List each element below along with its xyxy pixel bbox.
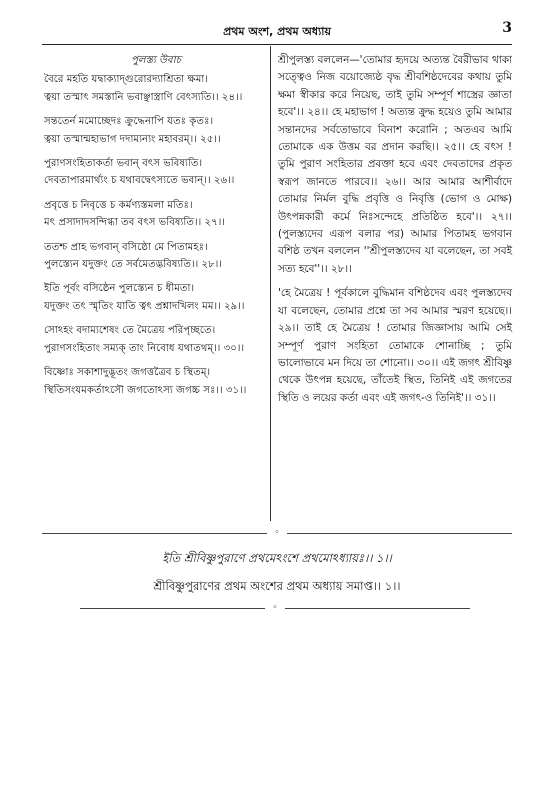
sanskrit-colophon: ইতি শ্রীবিষ্ণুপুরাণে প্রথমেঽংশে প্রথমোঽধ্যায়ঃ।। ১।। [162, 551, 392, 565]
verse-29 [44, 280, 268, 315]
verse-line: ত্বয়া তস্মাৎ সমস্তানি ভবাঞ্ছাস্ত্রাণি বেৎস্যতি।। ২৪।। [44, 91, 243, 103]
speaker-heading: পুলস্ত্য উবাচ [130, 55, 182, 66]
translation-paragraph: শ্রীপুলস্ত্য বললেন—'তোমার হৃদয়ে অত্যন্ত বৈরীভাব থাকা সত্ত্বেও নিজ বয়োজ্যেষ্ঠ বৃদ্ধ শ্রীবশিষ্ঠদেবের কথায় তুমি ক্ষমা স্বীকার করে নিয়েছ, তাই তুমি সম্পূর্ণ শাস্ত্রের জ্ঞাতা হবে'।। ২৪।। হে মহাভাগ ! অত্যন্ত ক্রুদ্ধ হয়েও তুমি আমার সন্তানদের সর্বতোভাবে বিনাশ করোনি ; অতএব আমি তোমাকে এক উত্তম বর প্রদান করছি।। ২৫।। হে বৎস ! তুমি পুরাণ সংহিতার প্রবক্তা হবে এবং দেবতাদের প্রকৃত স্বরূপ জানতে পারবে।। ২৬।। আর আমার আশীর্বাদে তোমার নির্মল বুদ্ধি প্রবৃত্তি ও নিবৃত্তি (ভোগ ও মোক্ষ) উৎপন্নকারী কর্মে নিঃসন্দেহে প্রতিষ্ঠিত হবে'।। ২৭।। (পুলস্ত্যদেব এরূপ বলার পর) আমার পিতামহ ভগবান বশিষ্ঠ তখন বললেন ''শ্রীপুলস্ত্যদেব যা বলেছেন, তা সবই সত্য হবে''।। ২৮।। [278, 54, 512, 275]
bengali-translation-column [278, 52, 512, 414]
sanskrit-verses-column [44, 52, 268, 406]
chapter-end-divider [42, 528, 512, 538]
bottom-divider [80, 603, 470, 613]
verse-line: ততশ্চ প্রাহ ভগবান্ বসিষ্ঠো মে পিতামহঃ। [44, 241, 208, 253]
column-divider [270, 46, 271, 521]
verse-line: পুলস্ত্যেন যদুক্তং তে সর্বমেতদ্ভবিষ্যতি।। ২৮।। [44, 259, 223, 271]
ornament-icon: ◦ [267, 527, 287, 539]
verse-28 [44, 239, 268, 274]
verse-line: দেবতাপারমার্থ্যং চ যথাবদ্বেৎস্যতে ভবান্।। ২৬।। [44, 175, 235, 187]
verse-line: বৈরে মহতি যদ্বাক্যাদ্গুরোরদ্যাশ্রিতা ক্ষমা। [44, 74, 209, 86]
bengali-colophon: শ্রীবিষ্ণুপুরাণের প্রথম অংশের প্রথম অধ্যায় সমাপ্ত।। ১।। [153, 579, 401, 593]
verse-27 [44, 197, 268, 232]
verse-line: বিষ্ণোঃ সকাশাদুদ্ভূতং জগত্তত্রৈব চ স্থিতম্। [44, 367, 211, 379]
verse-31 [44, 364, 268, 399]
verse-line: মৎ প্রসাদাদসন্দিগ্ধা তব বৎস ভবিষ্যতি।। ২৭।। [44, 217, 226, 229]
verse-line: সন্ততের্ন মমোচ্ছেদঃ ক্রুদ্ধেনাপি যতঃ কৃতঃ। [44, 116, 214, 128]
page-header [42, 20, 512, 40]
verse-line: পুরাণসংহিতাকর্তা ভবান্ বৎস ভবিষ্যতি। [44, 158, 203, 170]
verse-line: ইতি পূর্বং বসিষ্ঠেন পুলস্ত্যেন চ ধীমতা। [44, 283, 195, 295]
verse-26 [44, 155, 268, 190]
verse-24 [44, 71, 268, 106]
header-rule [42, 44, 512, 45]
verse-line: পুরাণসংহিতাং সম্যক্ তাং নিবোধ যথাতথম্।। ৩০।। [44, 342, 245, 354]
running-title: প্রথম অংশ, প্রথম অধ্যায় [223, 25, 331, 38]
verse-line: সোঽহং বদাম্যশেষং তে মৈত্রেয় পরিপৃচ্ছতে। [44, 325, 216, 337]
ornament-icon: ◦ [265, 602, 285, 614]
verse-line: যদুক্তং তৎ স্মৃতিং যাতি ত্বৎ প্রশ্নাদখিলং মম।। ২৯।। [44, 300, 245, 312]
translation-paragraph: 'হে মৈত্রেয় ! পূর্বকালে বুদ্ধিমান বশিষ্ঠদেব এবং পুলস্ত্যদেব যা বলেছেন, তোমার প্রশ্নে তা সব আমার স্মরণ হয়েছে।। ২৯।। তাই হে মৈত্রেয় ! তোমার জিজ্ঞাসায় আমি সেই সম্পূর্ণ পুরাণ সংহিতা তোমাকে শোনাচ্ছি ; তুমি ভালোভাবে মন দিয়ে তা শোনো।। ৩০।। এই জগৎ শ্রীবিষ্ণু থেকে উৎপন্ন হয়েছে, তাঁতেই স্থিত, তিনিই এই জগতের স্থিতি ও লয়ের কর্তা এবং এই জগৎ-ও তিনিই'।। ৩১।। [278, 287, 512, 404]
verse-30 [44, 322, 268, 357]
verse-line: প্রবৃত্তে চ নিবৃত্তে চ কর্মণ্যস্তমলা মতিঃ। [44, 199, 193, 211]
verse-line: ত্বয়া তস্মান্মহাভাগ দদাম্যন্যং মহাবরম্।। ২৫।। [44, 133, 221, 145]
verse-line: স্থিতিসংযমকর্তাঽসৌ জগতোঽস্য জগচ্চ সঃ।। ৩১।। [44, 384, 247, 396]
verse-25 [44, 113, 268, 148]
page-number: 3 [502, 20, 512, 36]
